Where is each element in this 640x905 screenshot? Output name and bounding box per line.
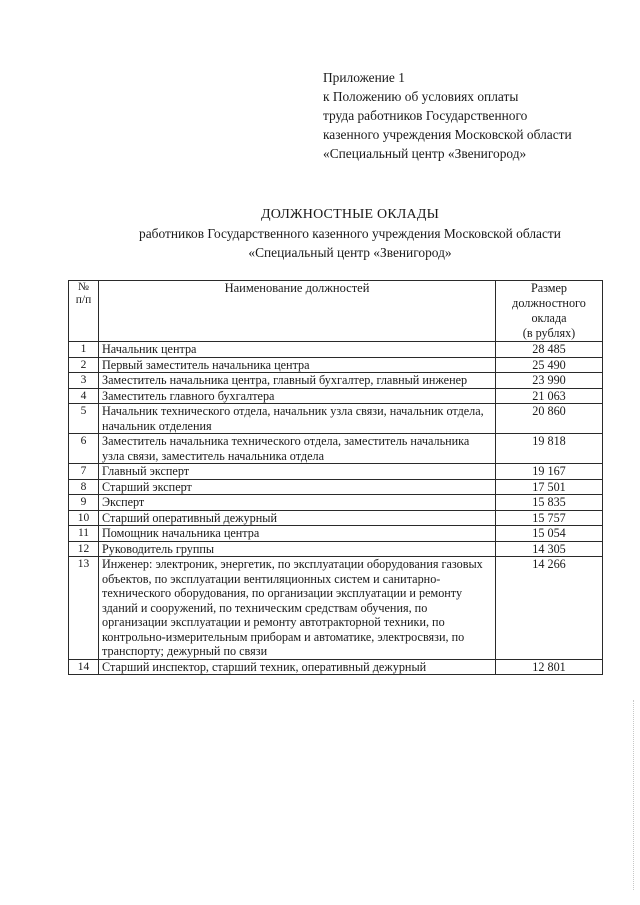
document-subtitle-line2: «Специальный центр «Звенигород» xyxy=(248,245,452,260)
header-number-line2: п/п xyxy=(75,294,92,306)
header-number-line1: № xyxy=(78,281,89,293)
row-salary: 15 835 xyxy=(496,495,603,511)
scan-edge-artifact xyxy=(633,700,636,890)
header-salary-line1: Размер xyxy=(530,281,568,295)
header-salary-line2: должностного xyxy=(512,296,586,310)
appendix-line: Приложение 1 xyxy=(323,70,405,85)
row-position: Эксперт xyxy=(99,495,496,511)
row-position: Старший оперативный дежурный xyxy=(99,510,496,526)
row-number: 9 xyxy=(69,495,99,511)
row-salary: 25 490 xyxy=(496,357,603,373)
table-row xyxy=(69,510,603,526)
row-position: Помощник начальника центра xyxy=(99,526,496,542)
row-position: Главный эксперт xyxy=(99,464,496,480)
row-number: 1 xyxy=(69,342,99,358)
row-number: 14 xyxy=(69,659,99,675)
document-heading xyxy=(60,206,640,262)
row-position: Начальник центра xyxy=(99,342,496,358)
row-number: 11 xyxy=(69,526,99,542)
row-salary: 19 818 xyxy=(496,434,603,464)
row-position: Руководитель группы xyxy=(99,541,496,557)
table-row xyxy=(69,557,603,660)
table-row xyxy=(69,357,603,373)
header-salary-line3: оклада xyxy=(531,311,567,325)
row-position: Первый заместитель начальника центра xyxy=(99,357,496,373)
row-number: 13 xyxy=(69,557,99,660)
appendix-note xyxy=(323,68,623,163)
row-number: 5 xyxy=(69,404,99,434)
header-number xyxy=(69,281,99,342)
row-position: Начальник технического отдела, начальник узла связи, начальник отдела, начальник отделения xyxy=(99,404,496,434)
row-number: 3 xyxy=(69,373,99,389)
table-row xyxy=(69,479,603,495)
row-position: Старший эксперт xyxy=(99,479,496,495)
row-salary: 21 063 xyxy=(496,388,603,404)
table-row xyxy=(69,434,603,464)
table-row xyxy=(69,388,603,404)
appendix-line: труда работников Государственного xyxy=(323,108,528,123)
table-row xyxy=(69,373,603,389)
row-salary: 28 485 xyxy=(496,342,603,358)
row-number: 2 xyxy=(69,357,99,373)
row-number: 10 xyxy=(69,510,99,526)
header-salary xyxy=(496,281,603,342)
row-number: 4 xyxy=(69,388,99,404)
document-title: ДОЛЖНОСТНЫЕ ОКЛАДЫ xyxy=(260,207,440,222)
row-salary: 23 990 xyxy=(496,373,603,389)
row-position: Заместитель главного бухгалтера xyxy=(99,388,496,404)
table-row xyxy=(69,464,603,480)
table-row xyxy=(69,495,603,511)
row-salary: 15 054 xyxy=(496,526,603,542)
table-header-row xyxy=(69,281,603,342)
row-position: Инженер: электроник, энергетик, по эксплуатации оборудования газовых объектов, по эксплуатации вентиляционных систем и санитарно-технического оборудования, по организации эксплуатации и ремонту зданий и сооружений, по техническим средствам обучения, по организации эксплуатации и ремонту автотракторной техники, по контрольно-измерительным приборам и автоматике, электросвязи, по транспорту; дежурный по связи xyxy=(99,557,496,660)
table-row xyxy=(69,659,603,675)
row-salary: 14 305 xyxy=(496,541,603,557)
row-salary: 14 266 xyxy=(496,557,603,660)
table-row xyxy=(69,404,603,434)
row-number: 8 xyxy=(69,479,99,495)
row-number: 6 xyxy=(69,434,99,464)
row-position: Заместитель начальника технического отдела, заместитель начальника узла связи, заместитель начальника отдела xyxy=(99,434,496,464)
header-salary-line4: (в рублях) xyxy=(522,326,576,340)
appendix-line: «Специальный центр «Звенигород» xyxy=(323,146,527,161)
appendix-line: казенного учреждения Московской области xyxy=(323,127,572,142)
appendix-line: к Положению об условиях оплаты xyxy=(323,89,519,104)
header-position-name: Наименование должностей xyxy=(99,281,496,342)
salary-table xyxy=(68,280,603,675)
row-position: Заместитель начальника центра, главный бухгалтер, главный инженер xyxy=(99,373,496,389)
table-row xyxy=(69,526,603,542)
table-row xyxy=(69,541,603,557)
document-subtitle-line1: работников Государственного казенного учреждения Московской области xyxy=(139,226,561,241)
row-salary: 20 860 xyxy=(496,404,603,434)
row-position: Старший инспектор, старший техник, оперативный дежурный xyxy=(99,659,496,675)
row-salary: 12 801 xyxy=(496,659,603,675)
table-row xyxy=(69,342,603,358)
row-salary: 17 501 xyxy=(496,479,603,495)
row-number: 12 xyxy=(69,541,99,557)
row-salary: 15 757 xyxy=(496,510,603,526)
row-salary: 19 167 xyxy=(496,464,603,480)
row-number: 7 xyxy=(69,464,99,480)
